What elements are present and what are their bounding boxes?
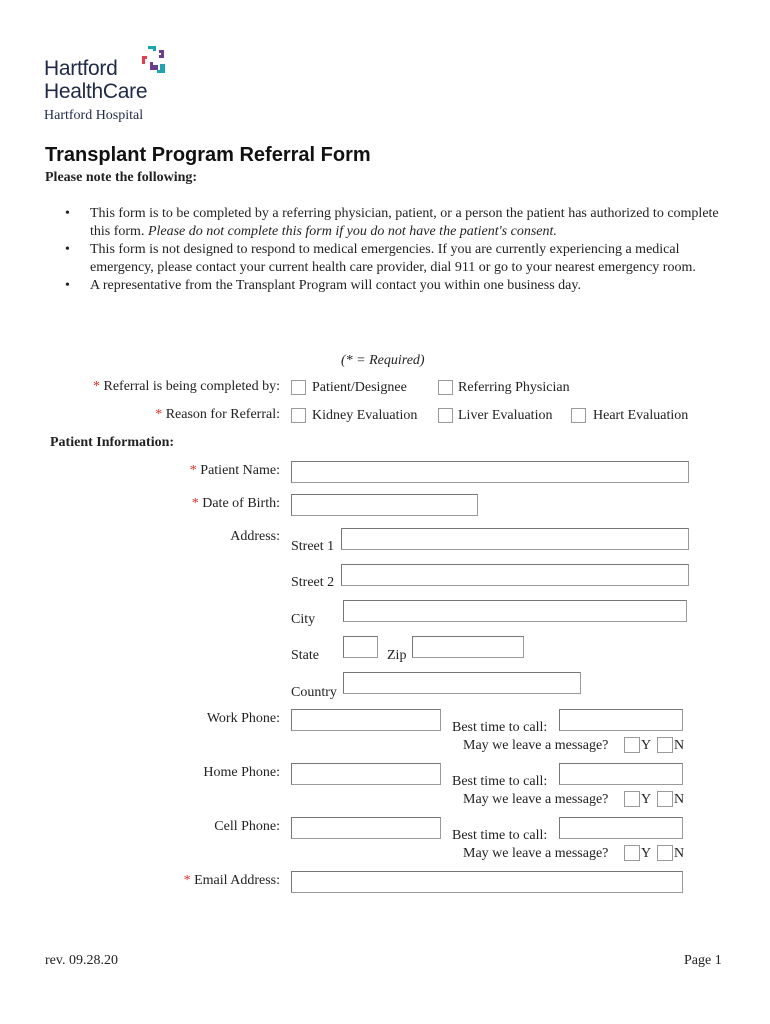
state-label: State	[291, 648, 319, 663]
city-label: City	[291, 612, 316, 627]
cell-message-yes-label: Y	[641, 846, 652, 861]
notes-heading: Please note the following:	[45, 170, 198, 185]
checkbox-patient-designee[interactable]	[291, 380, 306, 395]
logo-name-line1: Hartford	[44, 57, 118, 80]
cell-leave-message-label: May we leave a message?	[463, 846, 609, 861]
checkbox-referring-physician[interactable]	[438, 380, 453, 395]
cell-message-no-label: N	[674, 846, 685, 861]
option-liver: Liver Evaluation	[458, 408, 553, 423]
note-item: • This form is to be completed by a referring physician, patient, or a person the patient has authorized to complete this form. Please do not complete this form if you do not have the patient's consent.	[65, 206, 719, 239]
checkbox-liver[interactable]	[438, 408, 453, 423]
home-best-time-label: Best time to call:	[452, 774, 548, 789]
work-phone-label: Work Phone:	[206, 711, 280, 726]
dob-input[interactable]	[291, 494, 478, 516]
cell-best-time-input[interactable]	[559, 817, 683, 839]
street1-label: Street 1	[291, 539, 335, 554]
cell-phone-label: Cell Phone:	[214, 819, 280, 834]
zip-input[interactable]	[412, 636, 524, 658]
option-kidney: Kidney Evaluation	[312, 408, 418, 423]
home-message-yes-label: Y	[641, 792, 652, 807]
patient-name-label: * Patient Name:	[189, 463, 280, 478]
footer-revision: rev. 09.28.20	[45, 953, 118, 968]
patient-name-input[interactable]	[291, 461, 689, 483]
logo-subtitle: Hartford Hospital	[44, 108, 144, 123]
logo-mark-icon	[140, 44, 170, 76]
cell-message-yes-checkbox[interactable]	[624, 845, 640, 861]
referral-by-label: * Referral is being completed by:	[93, 379, 280, 394]
logo	[44, 44, 184, 124]
option-referring-physician: Referring Physician	[458, 380, 570, 395]
country-label: Country	[291, 685, 337, 700]
footer-page-number: Page 1	[684, 953, 722, 968]
home-message-no-label: N	[674, 792, 685, 807]
address-label: Address:	[230, 529, 280, 544]
home-phone-label: Home Phone:	[203, 765, 280, 780]
checkbox-heart[interactable]	[571, 408, 586, 423]
work-message-yes-checkbox[interactable]	[624, 737, 640, 753]
country-input[interactable]	[343, 672, 581, 694]
checkbox-kidney[interactable]	[291, 408, 306, 423]
page-title: Transplant Program Referral Form	[45, 144, 371, 166]
state-input[interactable]	[343, 636, 378, 658]
home-phone-input[interactable]	[291, 763, 441, 785]
email-input[interactable]	[291, 871, 683, 893]
note-item: • This form is not designed to respond to medical emergencies. If you are currently experiencing a medical emergency, please contact your current health care provider, dial 911 or go to your nearest emergency room.	[65, 242, 696, 275]
home-message-no-checkbox[interactable]	[657, 791, 673, 807]
home-leave-message-label: May we leave a message?	[463, 792, 609, 807]
street2-input[interactable]	[341, 564, 689, 586]
work-phone-input[interactable]	[291, 709, 441, 731]
street2-label: Street 2	[291, 575, 335, 590]
work-leave-message-label: May we leave a message?	[463, 738, 609, 753]
home-best-time-input[interactable]	[559, 763, 683, 785]
home-message-yes-checkbox[interactable]	[624, 791, 640, 807]
option-patient-designee: Patient/Designee	[312, 380, 407, 395]
work-best-time-label: Best time to call:	[452, 720, 548, 735]
notes-list	[45, 205, 725, 295]
option-heart: Heart Evaluation	[593, 408, 689, 423]
reason-label: * Reason for Referral:	[155, 407, 280, 422]
work-message-no-checkbox[interactable]	[657, 737, 673, 753]
section-patient-info: Patient Information:	[50, 435, 175, 450]
work-best-time-input[interactable]	[559, 709, 683, 731]
work-message-yes-label: Y	[641, 738, 652, 753]
zip-label: Zip	[387, 648, 407, 663]
logo-name-line2: HealthCare	[44, 80, 148, 103]
city-input[interactable]	[343, 600, 687, 622]
email-label: * Email Address:	[183, 873, 280, 888]
note-item: • A representative from the Transplant Program will contact you within one business day.	[65, 278, 581, 293]
work-message-no-label: N	[674, 738, 685, 753]
cell-phone-input[interactable]	[291, 817, 441, 839]
street1-input[interactable]	[341, 528, 689, 550]
dob-label: * Date of Birth:	[191, 496, 280, 511]
required-note: (* = Required)	[341, 353, 425, 368]
cell-message-no-checkbox[interactable]	[657, 845, 673, 861]
cell-best-time-label: Best time to call:	[452, 828, 548, 843]
